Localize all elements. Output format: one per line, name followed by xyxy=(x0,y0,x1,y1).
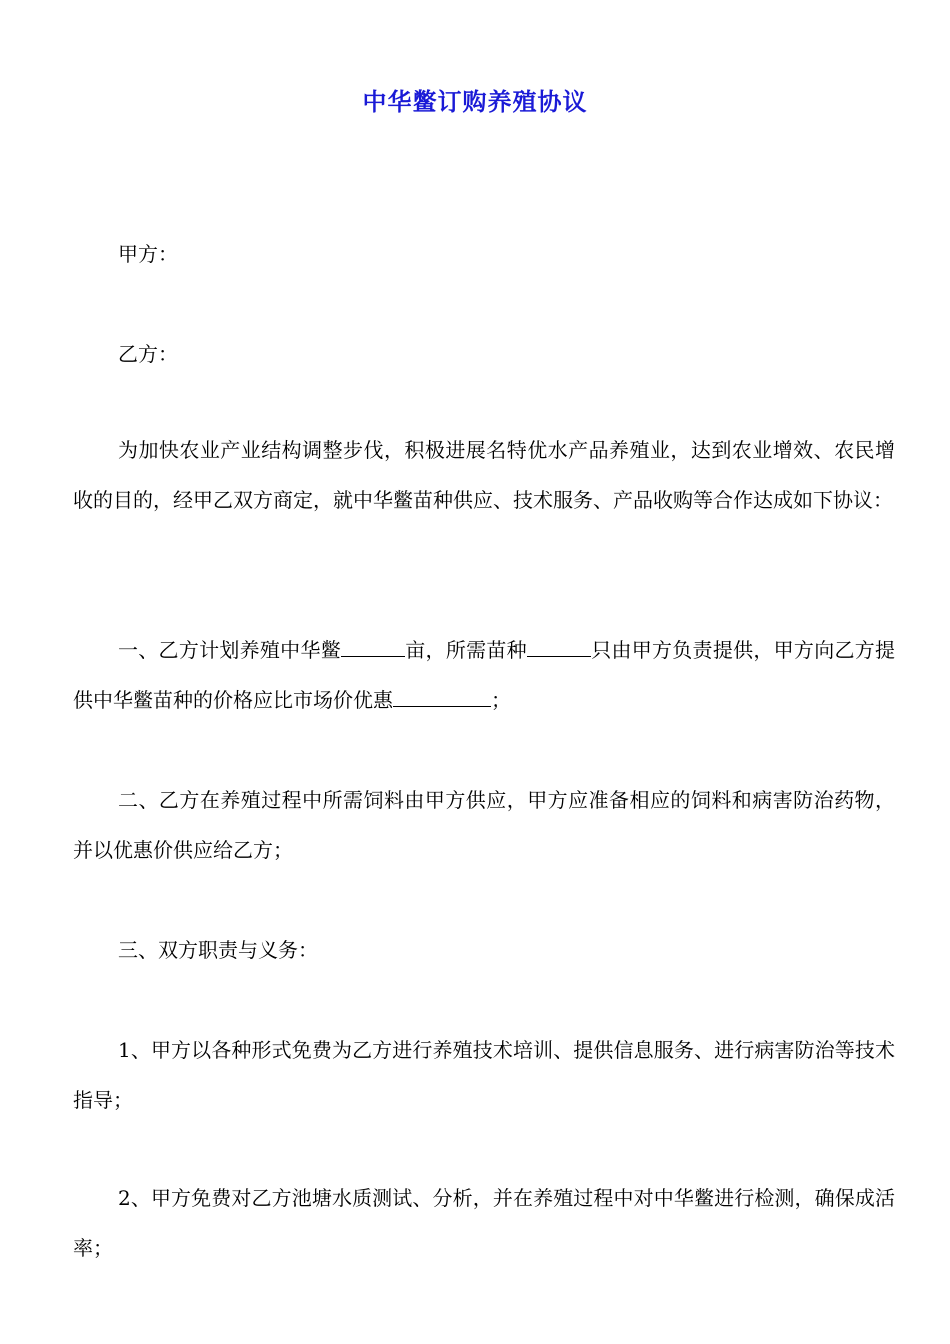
acreage-blank xyxy=(341,630,405,657)
clause-one-text-4: ； xyxy=(491,688,511,712)
seedling-count-blank xyxy=(527,630,591,657)
party-b-line: 乙方： xyxy=(118,342,178,366)
duty-item-two: 2、甲方免费对乙方池塘水质测试、分析，并在养殖过程中对中华鳖进行检测，确保成活率； xyxy=(73,1186,895,1260)
discount-blank xyxy=(393,680,491,707)
document-title: 中华鳖订购养殖协议 xyxy=(362,88,588,116)
duty-item-one: 1、甲方以各种形式免费为乙方进行养殖技术培训、提供信息服务、进行病害防治等技术指导； xyxy=(73,1038,895,1112)
clause-one-text-3: 只由甲方负责提供，甲方向乙方提供中华鳖苗种的价格应比市场价优惠 xyxy=(73,638,896,712)
clause-one-text-2: 亩，所需苗种 xyxy=(405,638,527,662)
clause-one-paragraph xyxy=(73,625,895,725)
clause-three-heading: 三、双方职责与义务： xyxy=(118,938,318,962)
party-a-line: 甲方： xyxy=(118,242,178,266)
preamble-paragraph: 为加快农业产业结构调整步伐，积极进展名特优水产品养殖业，达到农业增效、农民增收的目的，经甲乙双方商定，就中华鳖苗种供应、技术服务、产品收购等合作达成如下协议： xyxy=(73,438,895,512)
clause-two-paragraph: 二、乙方在养殖过程中所需饲料由甲方供应，甲方应准备相应的饲料和病害防治药物，并以优惠价供应给乙方； xyxy=(73,788,895,862)
clause-one-text-1: 一、乙方计划养殖中华鳖 xyxy=(118,638,341,662)
